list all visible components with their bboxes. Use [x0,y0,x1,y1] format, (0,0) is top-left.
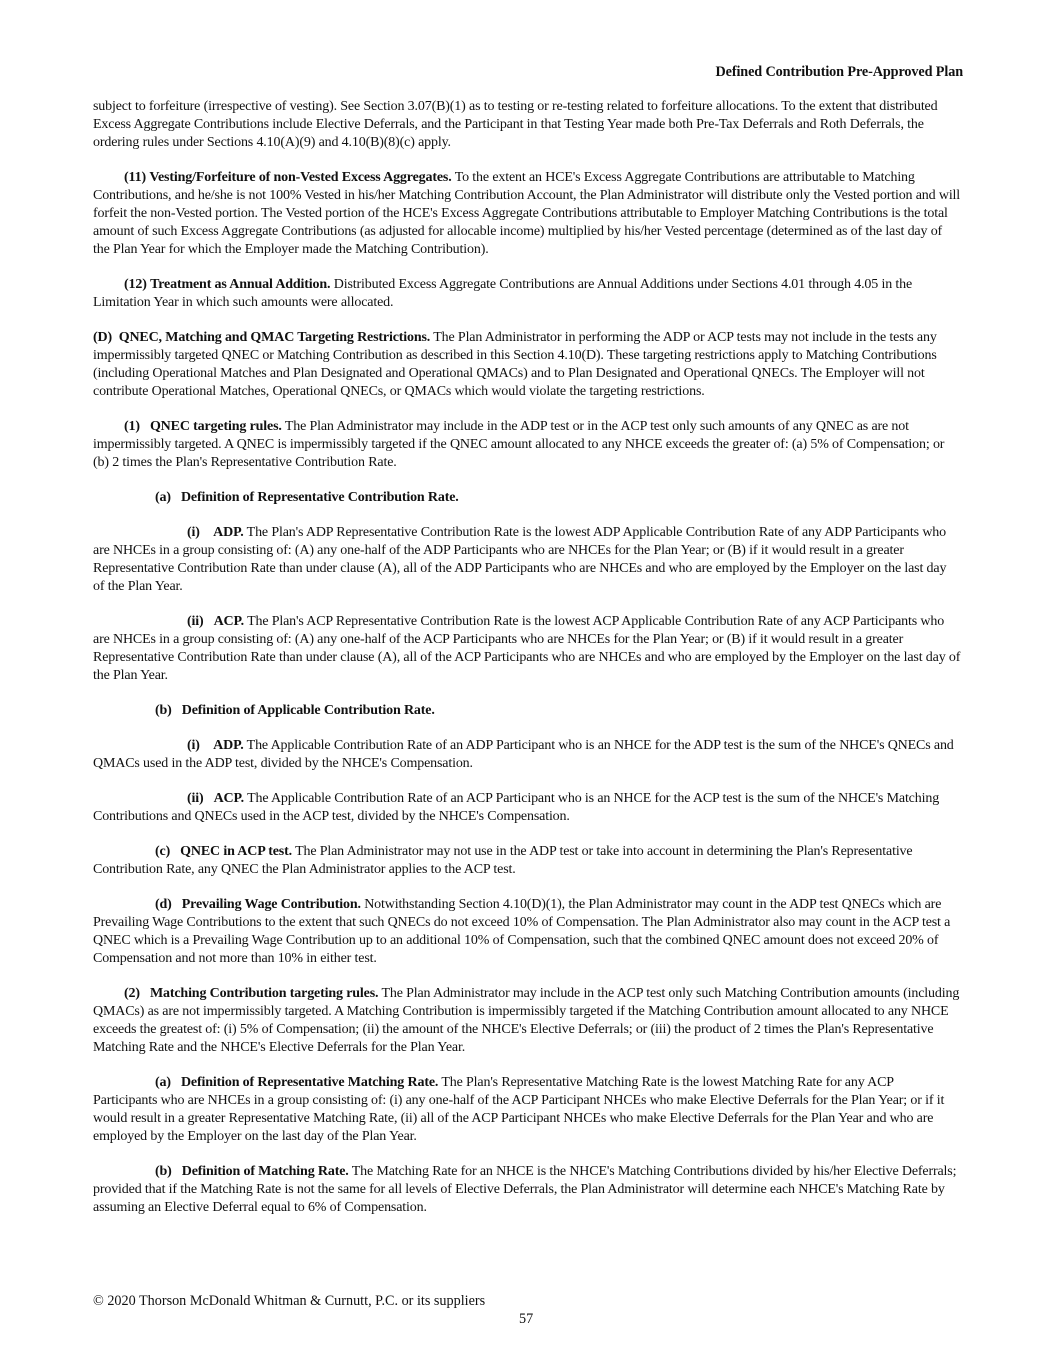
document-body [93,98,961,1234]
paragraph-text: The Applicable Contribution Rate of an ACP Participant who is an NHCE for the ACP test is the sum of the NHCE's Matching Contributions and QNECs used in the ACP test, divided by the NHCE's Compensation. [93,791,940,824]
paragraph-text: The Plan's ACP Representative Contribution Rate is the lowest ACP Applicable Contribution Rate of any ACP Participants who are NHCEs in a group consisting of: (A) any one-half of the ACP Participants who are NHCEs for the Plan Year; or (B) if it would result in a greater Representative Contribution Rate than under clause (A), all of the ACP Participants who are NHCEs and who are employed by the Employer on the last day of the Plan Year. [93,614,961,683]
paragraph-12-annual-addition [93,276,961,312]
section-heading: QNEC in ACP test. [180,844,292,859]
paragraph-text: Notwithstanding Section 4.10(D)(1), the Plan Administrator may count in the ADP test QNECs which are Prevailing Wage Contributions to the extent that such QNECs do not exceed 10% of Compensation. The Plan Administrator also may count in the ACP test a QNEC which is a Prevailing Wage Contribution up to an additional 10% of Compensation, such that the combined QNEC amount does not exceed 20% of Compensation and not more than 10% in either test. [93,897,951,966]
section-heading: Prevailing Wage Contribution. [181,897,361,912]
section-heading: ADP. [213,738,244,753]
paragraph-ii-acp-applicable [93,790,961,826]
paragraph-text: Distributed Excess Aggregate Contributions are Annual Additions under Sections 4.01 through 4.05 in the Limitation Year in which such amounts were allocated. [93,277,913,310]
section-heading: ACP. [213,791,244,806]
section-heading: ACP. [213,614,244,629]
paragraph-text: subject to forfeiture (irrespective of vesting). See Section 3.07(B)(1) as to testing or re-testing related to forfeiture allocations. To the extent that distributed Excess Aggregate Contributions include Elective Deferrals, and the Participant in that Testing Year made both Pre-Tax Deferrals and Roth Deferrals, the ordering rules under Sections 4.10(A)(9) and 4.10(B)(8)(c) apply. [93,99,938,150]
paragraph-i-adp-applicable [93,737,961,773]
section-label: (ii) [187,791,204,806]
paragraph-b-matching-rate [93,1163,961,1217]
paragraph-text: The Plan's Representative Matching Rate is the lowest Matching Rate for any ACP Participants who are NHCEs in a group consisting of: (i) any one-half of the ACP Participant NHCEs who make Elective Deferrals for the Plan Year; or if it would result in a greater Representative Matching Rate, (ii) all of the ACP Participant NHCEs who make Elective Deferrals for the Plan Year and who are employed by the Employer on the last day of the Plan Year. [93,1075,945,1144]
section-label: (2) [124,986,140,1001]
section-heading: QNEC, Matching and QMAC Targeting Restrictions. [118,330,431,345]
footer-copyright: © 2020 Thorson McDonald Whitman & Curnutt, P.C. or its suppliers [93,1293,486,1309]
paragraph-text: The Plan Administrator may include in the ADP test or in the ACP test only such amounts of any QNEC as are not impermissibly targeted. A QNEC is impermissibly targeted if the QNEC amount allocated to any NHCE exceeds the greater of: (a) 5% of Compensation; or (b) 2 times the Plan's Representative Contribution Rate. [93,419,945,470]
paragraph-continuation [93,98,961,152]
paragraph-2-matching-targeting [93,985,961,1057]
section-heading: Definition of Representative Contribution Rate. [180,490,459,505]
paragraph-a-rep-contribution-rate [93,489,961,507]
paragraph-text: The Matching Rate for an NHCE is the NHCE's Matching Contributions divided by his/her Elective Deferrals; provided that if the Matching Rate is not the same for all levels of Elective Deferrals, the Plan Administrator will determine each NHCE's Matching Rate by assuming an Elective Deferral equal to 6% of Compensation. [93,1164,957,1215]
section-label: (b) [155,703,172,718]
paragraph-text: The Plan Administrator in performing the ADP or ACP tests may not include in the tests any impermissibly targeted QNEC or Matching Contribution as described in this Section 4.10(D). These targeting restrictions apply to Matching Contributions (including Operational Matches and Plan Designated and Operational QMACs) and to Plan Designated and Operational QNECs. The Employer will not contribute Operational Matches, Operational QNECs, or QMACs which would violate the targeting restrictions. [93,330,937,399]
section-label: (i) [187,738,200,753]
section-heading: QNEC targeting rules. [149,419,282,434]
section-label: (D) [93,330,112,345]
paragraph-text: The Plan Administrator may not use in the ADP test or take into account in determining the Plan's Representative Contribution Rate, any QNEC the Plan Administrator applies to the ACP test. [93,844,913,877]
section-label: (b) [155,1164,172,1179]
paragraph-a-rep-matching-rate [93,1074,961,1146]
section-label: (ii) [187,614,204,629]
section-label: (11) [124,170,146,185]
paragraph-b-applicable-contribution-rate [93,702,961,720]
section-label: (a) [155,490,171,505]
section-heading: ADP. [213,525,244,540]
paragraph-11-vesting-forfeiture [93,169,961,259]
section-heading: Matching Contribution targeting rules. [149,986,379,1001]
section-heading: Definition of Matching Rate. [181,1164,349,1179]
section-label: (a) [155,1075,171,1090]
section-label: (i) [187,525,200,540]
section-label: (1) [124,419,140,434]
section-heading: Definition of Representative Matching Rate. [180,1075,439,1090]
section-heading: Vesting/Forfeiture of non-Vested Excess Aggregates. [149,170,452,185]
section-label: (12) [124,277,147,292]
section-heading: Treatment as Annual Addition. [150,277,331,292]
paragraph-text: The Applicable Contribution Rate of an ADP Participant who is an NHCE for the ADP test is the sum of the NHCE's QNECs and QMACs used in the ADP test, divided by the NHCE's Compensation. [93,738,954,771]
paragraph-i-adp [93,524,961,596]
running-header: Defined Contribution Pre-Approved Plan [715,64,963,80]
paragraph-text: The Plan Administrator may include in the ACP test only such Matching Contribution amounts (including QMACs) as are not impermissibly targeted. A Matching Contribution is impermissibly targeted if the Matching Contribution amount allocated to any NHCE exceeds the greatest of: (i) 5% of Compensation; (ii) the amount of the NHCE's Elective Deferrals; or (iii) the product of 2 times the Plan's Representative Matching Rate and the NHCE's Elective Deferrals for the Plan Year. [93,986,960,1055]
paragraph-d-prevailing-wage [93,896,961,968]
page-number: 57 [519,1311,534,1327]
paragraph-ii-acp [93,613,961,685]
section-heading: Definition of Applicable Contribution Rate. [181,703,435,718]
section-label: (c) [155,844,171,859]
section-label: (d) [155,897,172,912]
paragraph-c-qnec-in-acp [93,843,961,879]
paragraph-d-targeting-restrictions [93,329,961,401]
paragraph-text: The Plan's ADP Representative Contribution Rate is the lowest ADP Applicable Contribution Rate of any ADP Participants who are NHCEs in a group consisting of: (A) any one-half of the ADP Participants who are NHCEs for the Plan Year; or (B) if it would result in a greater Representative Contribution Rate than under clause (A), all of the ADP Participants who are NHCEs and who are employed by the Employer on the last day of the Plan Year. [93,525,947,594]
paragraph-text: To the extent an HCE's Excess Aggregate Contributions are attributable to Matching Contributions, and he/she is not 100% Vested in his/her Matching Contribution Account, the Plan Administrator will distribute only the Vested portion and will forfeit the non-Vested portion. The Vested portion of the HCE's Excess Aggregate Contributions attributable to Employer Matching Contributions is the total amount of such Excess Aggregate Contributions (as adjusted for allocable income) multiplied by his/her Vested percentage (determined as of the last day of the Plan Year for which the Employer made the Matching Contribution). [93,170,961,257]
paragraph-1-qnec-targeting [93,418,961,472]
